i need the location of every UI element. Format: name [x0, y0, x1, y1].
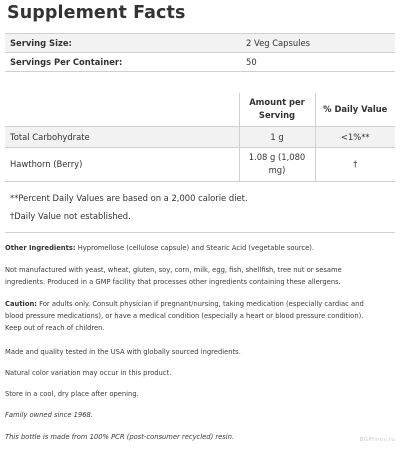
nutrient-header-blank	[5, 93, 239, 126]
table-row	[5, 147, 395, 181]
recycled-bottle-statement: This bottle is made from 100% PCR (post-consumer recycled) resin.	[5, 433, 235, 441]
amount-header-line1: Amount per	[249, 97, 305, 108]
other-ingredients	[5, 242, 395, 254]
nutrient-amount-line2: mg)	[268, 165, 286, 175]
supplement-facts-title: Supplement Facts	[7, 3, 186, 23]
allergen-line: Not manufactured with yeast, wheat, gluten, soy, corn, milk, egg, fish, shellfish, tree nut or sesame	[5, 266, 342, 274]
watermark: BGPfinov.ru	[359, 437, 395, 443]
other-ingredients-text: Hypromellose (cellulose capsule) and Stearic Acid (vegetable source).	[75, 244, 315, 252]
amount-header-line2: Serving	[258, 110, 296, 121]
servings-per-container-row	[5, 53, 395, 72]
nutrient-amount-line1: 1.08 g (1,080	[248, 152, 306, 162]
nutrient-daily-value: <1%**	[315, 126, 395, 147]
family-owned-statement: Family owned since 1968.	[5, 411, 94, 419]
nutrient-amount: 1 g	[239, 126, 315, 147]
caution-label: Caution:	[5, 300, 37, 308]
made-in-usa-statement: Made and quality tested in the USA with globally sourced ingredients.	[5, 348, 241, 356]
section-divider	[5, 232, 395, 233]
nutrient-amount	[239, 147, 315, 181]
nutrient-name: Total Carbohydrate	[5, 126, 239, 147]
amount-per-serving-header	[239, 93, 315, 126]
caution-line: Keep out of reach of children.	[5, 324, 105, 332]
allergen-line: ingredients. Produced in a GMP facility that processes other ingredients containing these allergens.	[5, 278, 341, 286]
other-ingredients-label: Other Ingredients:	[5, 244, 76, 252]
caution-text: For adults only. Consult physician if pregnant/nursing, taking medication (especially cardiac and	[37, 300, 364, 308]
serving-size-label: Serving Size:	[5, 34, 241, 53]
nutrient-table	[5, 93, 395, 182]
servings-per-container-value: 50	[241, 53, 395, 72]
caution-line: blood pressure medications), or have a medical condition (especially a heart or blood pressure condition).	[5, 312, 364, 320]
storage-statement: Store in a cool, dry place after opening.	[5, 390, 139, 398]
nutrient-table-header	[5, 93, 395, 126]
caution-statement	[5, 298, 395, 334]
serving-size-value: 2 Veg Capsules	[241, 34, 395, 53]
allergen-statement	[5, 264, 395, 288]
serving-size-row	[5, 34, 395, 53]
nutrient-name: Hawthorn (Berry)	[5, 147, 239, 181]
servings-per-container-label: Servings Per Container:	[5, 53, 241, 72]
caution-line	[5, 298, 395, 310]
daily-value-not-established-footnote: †Daily Value not established.	[10, 211, 131, 221]
percent-daily-value-footnote: **Percent Daily Values are based on a 2,000 calorie diet.	[10, 193, 248, 203]
table-row	[5, 126, 395, 147]
daily-value-header: % Daily Value	[315, 93, 395, 126]
nutrient-daily-value: †	[315, 147, 395, 181]
color-variation-statement: Natural color variation may occur in this product.	[5, 369, 172, 377]
serving-info-table	[5, 33, 395, 72]
